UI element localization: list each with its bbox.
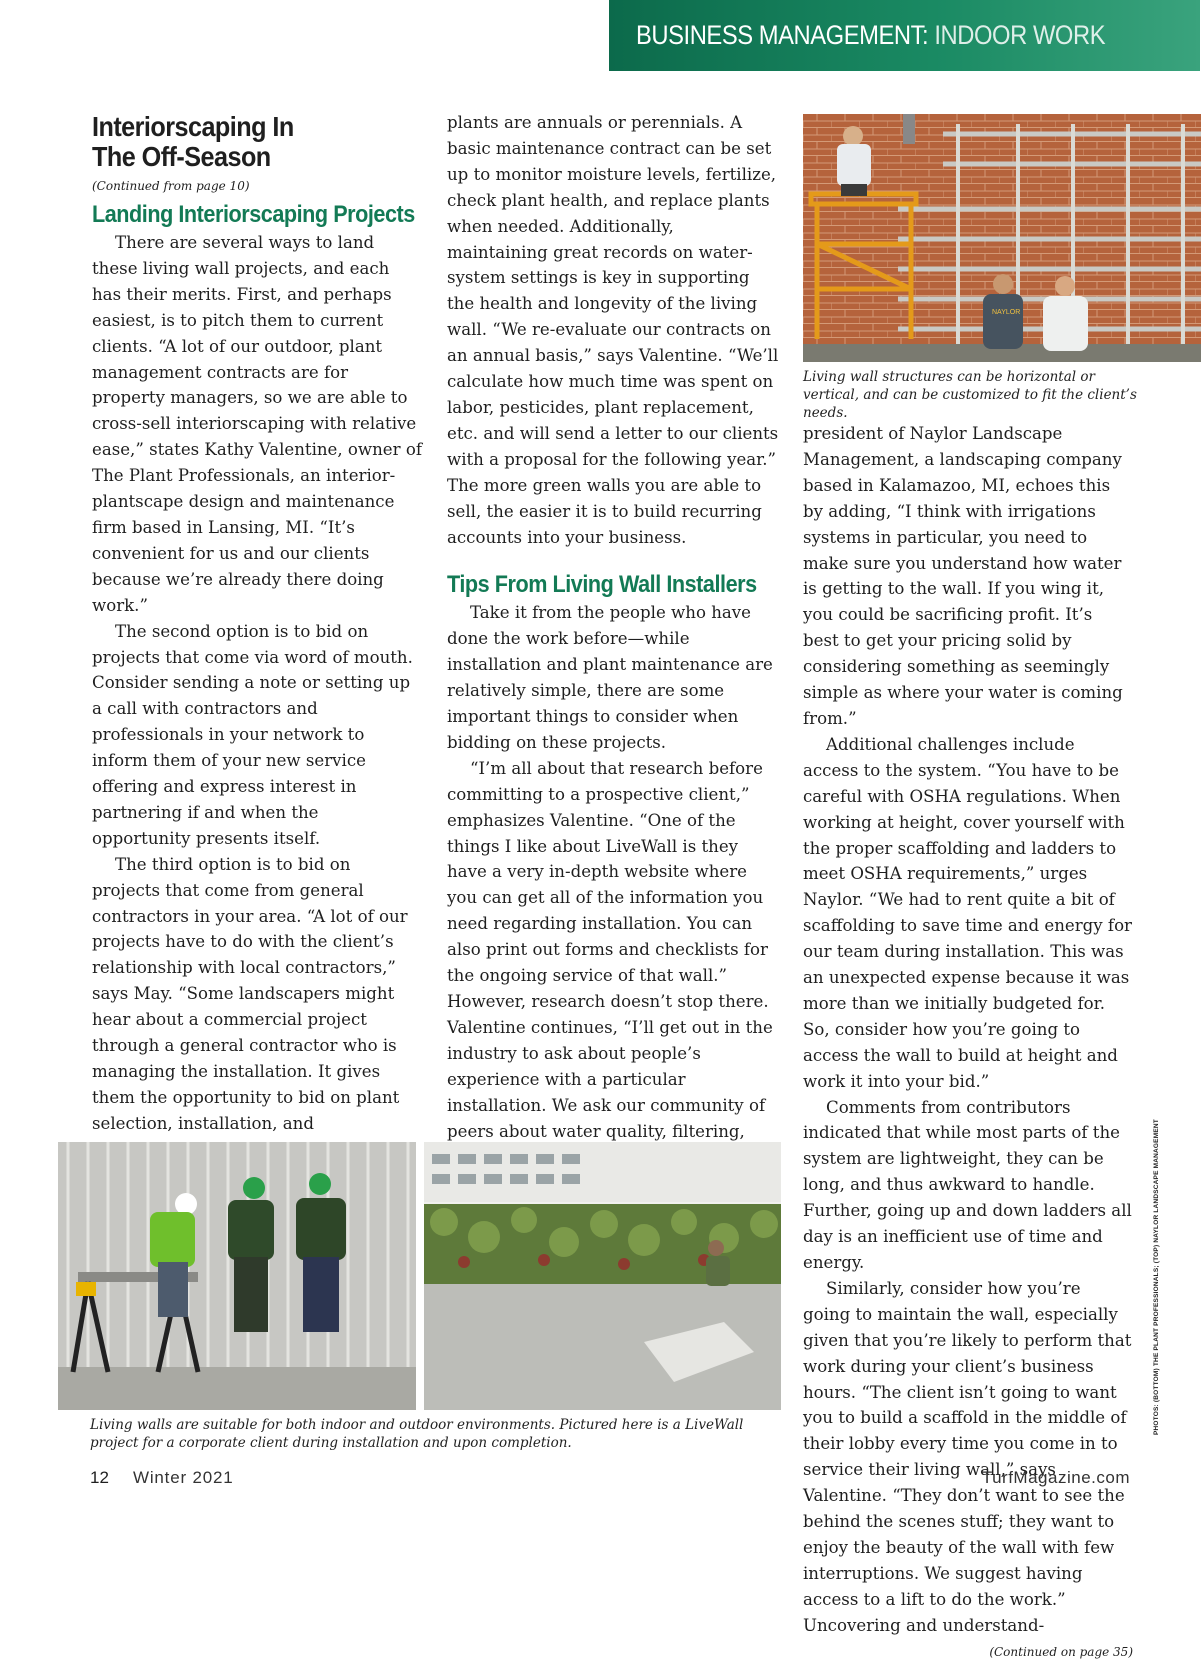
body-paragraph: Comments from contributors indicated that while most parts of the system are lightweight, they can be long, and thus awkward to handle. Further, going up and down ladders all day is an inefficient use of time and energy. — [803, 1097, 1132, 1272]
photo-caption-bottom: Living walls are suitable for both indoor and outdoor environments. Pictured here is a LiveWall project for a corporate client during installation and upon completion. — [90, 1417, 744, 1451]
section-title — [636, 20, 1105, 60]
body-paragraph: Similarly, consider how you’re going to maintain the wall, especially given that you’re likely to perform that work during your client’s business hours. “The client isn’t going to want you to build a scaffold in the middle of their lobby every time you come in to service their living wall,” says Valentine. “They don’t want to see the behind the scenes stuff; they want to enjoy the beauty of the wall with few interruptions. We suggest having access to a lift to do the work.” Uncovering and understand- — [803, 1278, 1132, 1635]
body-paragraph: “I’m all about that research before committing to a prospective client,” emphasizes Valentine. “One of the things I like about LiveWall is they have a very in-depth website where you can get all of the information you need regarding installation. You can also print out forms and checklists for the ongoing service of that wall.” However, research doesn’t stop there. Valentine continues, “I’ll get out in the industry to ask about people’s experience with a particular installation. We ask our community of peers about water quality, filtering, — [447, 758, 773, 1141]
issue-label: Winter 2021 — [133, 1468, 234, 1487]
page-number: 12 — [90, 1468, 109, 1487]
subsection-name: INDOOR WORK — [934, 20, 1106, 50]
body-paragraph: The third option is to bid on projects that come from general contractors in your area. “A lot of our projects have to do with the client’s relationship with local contractors,” says May. “Some landscapers might hear about a commercial project through a general contractor who is managing the installation. It gives them the opportunity to bid on plant selection, installation, and — [92, 854, 408, 1133]
photo-credit: PHOTOS: (BOTTOM) THE PLANT PROFESSIONALS; (TOP) NAYLOR LANDSCAPE MANAGEMENT — [1153, 1119, 1160, 1435]
body-paragraph: The second option is to bid on projects that come via word of mouth. Consider sending a note or setting up a call with contractors and professionals in your network to inform them of your new service offering and express interest in partnering if and when the opportunity presents itself. — [92, 621, 413, 848]
shirt-logo: NAYLOR — [992, 309, 1021, 316]
body-paragraph: president of Naylor Landscape Management, a landscaping company based in Kalamazoo, MI, echoes this by adding, “I think with irrigations systems in particular, you need to make sure you understand how water is getting to the wall. If you wing it, you could be sacrificing profit. It’s best to get your pricing solid by considering something as seemingly simple as where your water is coming from.” — [803, 424, 1123, 728]
section-name: BUSINESS MANAGEMENT: — [636, 20, 929, 50]
scaffolding-install-photo — [803, 114, 1201, 362]
magazine-website: TurfMagazine.com — [981, 1468, 1130, 1487]
section-heading-landing-projects: Landing Interiorscaping Projects — [92, 201, 415, 228]
body-paragraph: Additional challenges include access to the system. “You have to be careful with OSHA regulations. When working at height, cover yourself with the proper scaffolding and ladders to meet OSHA requirements,” urges Naylor. “We had to rent quite a bit of scaffolding to save time and energy for our team during installation. This was an unexpected expense because it was more than we initially budgeted for. So, consider how you’re going to access the wall to build at height and work it into your bid.” — [803, 734, 1132, 1091]
installation-crew-photo — [58, 1142, 416, 1410]
article-column-2 — [447, 110, 779, 1300]
body-paragraph: Take it from the people who have done the work before—while installation and plant maintenance are relatively simple, there are some important things to consider when bidding on these projects. — [447, 603, 773, 752]
continued-from-note: (Continued from page 10) — [92, 179, 250, 193]
body-paragraph: plants are annuals or perennials. A basic maintenance contract can be set up to monitor moisture levels, fertilize, check plant health, and replace plants when needed. Additionally, maintaining great records on water-system settings is key in supporting the health and longevity of the living wall. “We re-evaluate our contracts on an annual basis,” says Valentine. “We’ll calculate how much time was spent on labor, pesticides, plant replacement, etc. and will send a letter to our clients with a proposal for the following year.” The more green walls you are able to sell, the easier it is to build recurring accounts into your business. — [447, 113, 779, 547]
article-title: Interiorscaping In The Off-Season — [92, 111, 294, 172]
photo-caption-top: Living wall structures can be horizontal or vertical, and can be customized to fit the client’s needs. — [803, 369, 1137, 421]
section-heading-tips: Tips From Living Wall Installers — [447, 571, 757, 599]
continued-on-note: (Continued on page 35) — [989, 1644, 1133, 1659]
body-paragraph: There are several ways to land these living wall projects, and each has their merits. First, and perhaps easiest, is to pitch them to current clients. “A lot of our outdoor, plant management contracts are for property managers, so we are able to cross-sell interiorscaping with relative ease,” states Kathy Valentine, owner of The Plant Professionals, an interior-plantscape design and maintenance firm based in Lansing, MI. “It’s convenient for us and our clients because we’re already there doing work.” — [92, 233, 422, 615]
completed-living-wall-photo — [424, 1142, 781, 1410]
